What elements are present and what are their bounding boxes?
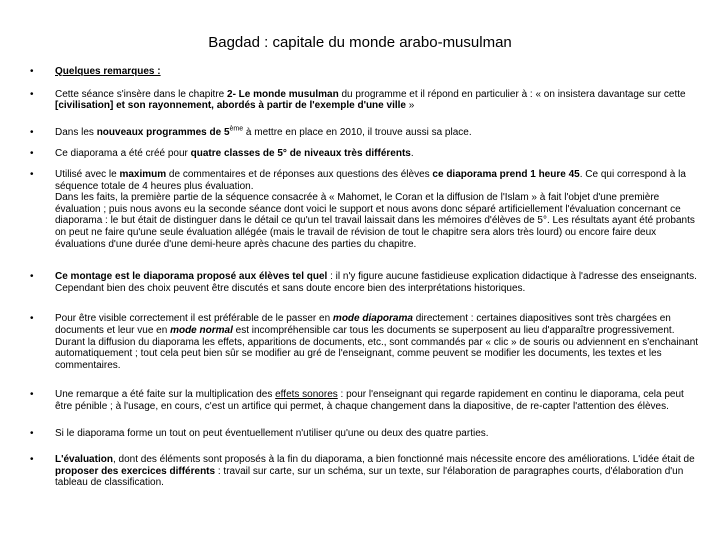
bullet-glyph: • — [30, 271, 34, 283]
paragraph-text: Dans les faits, la première partie de la séquence consacrée à « Mahomet, le Coran et la diffusion de l'Islam » à fait l'objet d'une première évaluation ; puis nous avons eu la seconde séance dont voici le support et nous avons donc séparé artificiellement l'évaluation concernant ce diaporama : le but était de distinguer dans le détail ce qu'un tel travail laissait dans les mémoires d'élèves de 5°. Les résultats ayant été probants on peut ne faire qu'une seule évaluation allégée (mais le travail de révision de tout le chapitre sera alors très lourd) ou encore faire deux évaluations d'une durée d'une demi-heure après chacune des parties du chapitre. — [55, 192, 695, 250]
bullet-glyph: • — [30, 454, 34, 466]
text-run: Dans les — [55, 126, 97, 138]
bold-run: 2- Le monde musulman — [227, 88, 339, 100]
text-run: » — [405, 100, 415, 112]
text-run: directement : certaines diapositives sont très chargées en documents et leur vue en — [55, 313, 671, 336]
list-item — [24, 169, 700, 250]
text-run: , dont des éléments sont proposés à la fin du diaporama, a bien fonctionné mais nécessite encore des améliorations. L'idée était de — [112, 454, 695, 466]
bullet-glyph: • — [30, 389, 34, 401]
bullet-glyph: • — [30, 313, 34, 325]
list-item — [24, 148, 700, 160]
bullet-glyph: • — [30, 126, 34, 138]
bold-run: [civilisation] et son rayonnement, abordés à partir de l'exemple d'une ville — [55, 100, 406, 112]
text-run: est incompréhensible car tous les documents se superposent au lieu d'apparaître progressivement. Durant la diffusion du diaporama les effets, apparitions de documents, etc., sont commandés par « clic » de souris ou adviennent en s'enchainant automatiquement ; tout cela peut bien sûr se modifier au gré de l'enseignant, comme peuvent se modifier les documents, les textes et les commentaires. — [55, 324, 699, 371]
list-item — [24, 313, 700, 371]
text-run: : pour l'enseignant qui regarde rapidement en continu le diaporama, cela peut être pénible ; à l'usage, en cours, c'est un artifice qui permet, à chaque changement dans la diapositive, de re-capter l'attention des élèves. — [55, 389, 684, 412]
text-run: à mettre en place en 2010, il trouve aussi sa place. — [243, 126, 472, 138]
slide-title: Bagdad : capitale du monde arabo-musulman — [208, 34, 512, 51]
bold-run: Ce montage est le diaporama proposé aux élèves tel quel — [55, 271, 328, 283]
list-item — [24, 389, 700, 412]
bullet-glyph: • — [30, 88, 34, 100]
text-run: : travail sur carte, sur un schéma, sur un texte, sur l'élaboration de paragraphes courts, d'élaboration d'un tableau de classification. — [55, 465, 684, 489]
bold-run: maximum — [119, 168, 167, 180]
remarks-heading: Quelques remarques : — [55, 66, 161, 77]
bold-italic-run: mode normal — [170, 324, 233, 336]
bold-italic-run: mode diaporama — [332, 313, 413, 325]
text-run: . Ce qui correspond à la séquence totale de 4 heures plus évaluation. — [55, 168, 686, 192]
text-run: du programme et il répond en particulier à : « on insistera davantage sur cette — [338, 88, 686, 100]
bold-run: ce diaporama prend 1 heure 45 — [432, 168, 580, 180]
text-run: : il n'y figure aucune fastidieuse explication didactique à l'adresse des enseignants. Cependant bien des choix peuvent être discutés et sans doute encore bien des interprétations historiques. — [55, 271, 697, 294]
text-run: Une remarque a été faite sur la multiplication des — [55, 389, 276, 401]
text-run: Utilisé avec le — [55, 168, 120, 180]
bullet-glyph: • — [30, 168, 34, 180]
bullet-glyph: • — [30, 66, 34, 77]
list-item — [24, 66, 700, 78]
bold-run: L'évaluation — [55, 454, 113, 466]
remarks-list — [24, 66, 700, 489]
superscript-run: ème — [229, 125, 244, 133]
list-item — [24, 428, 700, 440]
text-run: Cette séance s'insère dans le chapitre — [55, 88, 228, 100]
bold-run: proposer des exercices différents — [55, 465, 216, 477]
text-run: . — [410, 148, 414, 160]
text-run: Pour être visible correctement il est préférable de le passer en — [55, 313, 333, 325]
text-run: Si le diaporama forme un tout on peut éventuellement n'utiliser qu'une ou deux des quatre parties. — [55, 428, 489, 440]
list-item — [24, 89, 700, 112]
list-item — [24, 454, 700, 489]
list-item — [24, 271, 700, 294]
bullet-glyph: • — [30, 148, 34, 160]
bold-run: quatre classes de 5° de niveaux très différents — [190, 148, 411, 160]
list-item — [24, 127, 700, 139]
text-run: de commentaires et de réponses aux questions des élèves — [166, 168, 433, 180]
bold-run: nouveaux programmes de 5 — [96, 126, 230, 138]
underlined-run: effets sonores — [275, 389, 338, 401]
text-run: Ce diaporama a été créé pour — [55, 148, 191, 160]
bullet-glyph: • — [30, 428, 34, 440]
